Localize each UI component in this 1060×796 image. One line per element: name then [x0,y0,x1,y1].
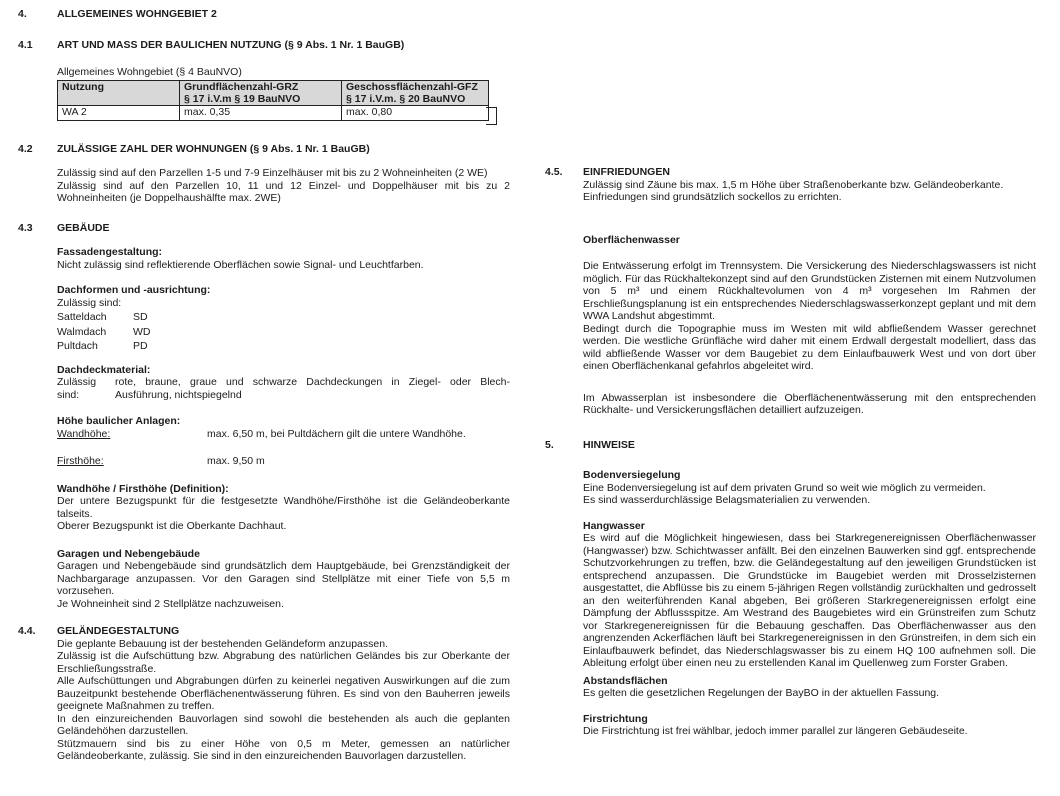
table-stub-cell [486,107,497,125]
left-column [18,8,510,763]
subheading-dachdeckmaterial: Dachdeckmaterial: [57,363,151,376]
section-4-1 [18,39,510,121]
cell-grz: max. 0,35 [180,105,342,120]
dach-code: PD [133,340,148,352]
section-4-1-number: 4.1 [18,38,33,51]
dach-item [57,326,510,339]
section-4-1-title: ART UND MASS DER BAULICHEN NUTZUNG (§ 9 Abs. 1 Nr. 1 BauGB) [57,38,405,51]
wandhoehe-row [57,428,510,441]
fassade-block [57,246,510,271]
dach-name: Pultdach [57,340,98,352]
subheading-hoehe-baulicher-anlagen: Höhe baulicher Anlagen: [57,415,181,427]
subheading-oberflaechenwasser: Oberflächenwasser [583,233,680,246]
paragraph: Eine Bodenversiegelung ist auf dem privaten Grund so weit wie möglich zu vermeiden. [583,481,986,494]
section-5-number: 5. [545,438,554,451]
section-4-4 [18,625,510,763]
paragraph: Im Abwasserplan ist insbesondere die Oberflächenentwässerung mit den entsprechenden Rückhalte- und Versickerungsflächen detailliert aufzuzeigen. [583,391,1036,416]
section-4-4-title: GELÄNDEGESTALTUNG [57,625,180,637]
section-4-4-number: 4.4. [18,625,36,637]
section-5-title: HINWEISE [583,438,635,451]
subheading-hangwasser: Hangwasser [583,519,645,532]
firsthoehe-label: Firsthöhe: [57,455,104,467]
dach-code: SD [133,311,148,323]
dachformen-block [57,284,510,353]
dach-name: Satteldach [57,311,107,323]
dach-item [57,311,510,324]
paragraph: Zulässig sind Zäune bis max. 1,5 m Höhe über Straßenoberkante bzw. Geländeoberkante. [583,178,1004,191]
dachdeck-row [57,376,510,401]
paragraph: Stützmauern sind bis zu einer Höhe von 0,5 m Meter, gemessen an natürlicher Geländeoberkante, zulässig. Sie sind in den einzureichenden Bauvorlagen darzustellen. [57,737,510,762]
table-row [58,105,489,120]
section-4-2-title: ZULÄSSIGE ZAHL DER WOHNUNGEN (§ 9 Abs. 1 Nr. 1 BauGB) [57,142,370,155]
right-column [545,166,1036,738]
paragraph: Einfriedungen sind grundsätzlich sockellos zu errichten. [583,191,842,203]
garagen-block [57,548,510,611]
section-4-3 [18,222,510,611]
table-header-row [58,80,489,105]
header-line: § 17 i.V.m § 19 BauNVO [184,92,301,105]
paragraph: Nicht zulässig sind reflektierende Oberflächen sowie Signal- und Leuchtfarben. [57,258,424,271]
table-header-gfz [342,80,489,105]
abstandsflaechen-block [583,675,1036,700]
subheading-fassadengestaltung: Fassadengestaltung: [57,246,163,258]
bodenversiegelung-block [583,469,1036,507]
subheading-bodenversiegelung: Bodenversiegelung [583,469,681,481]
firsthoehe-value: max. 9,50 m [207,455,265,467]
subheading-firstrichtung: Firstrichtung [583,712,648,725]
hangwasser-block [583,520,1036,670]
wandhoehe-label: Wandhöhe: [57,427,111,440]
hoehe-block [57,415,510,468]
paragraph: Je Wohneinheit sind 2 Stellplätze nachzuweisen. [57,597,284,610]
header-line: § 17 i.V.m. § 20 BauNVO [346,92,466,105]
subheading-abstandsflaechen: Abstandsflächen [583,674,668,687]
wandhoehe-value: max. 6,50 m, bei Pultdächern gilt die untere Wandhöhe. [207,427,466,440]
nutzung-table-wrap [57,80,510,121]
paragraph: Die geplante Bebauung ist der bestehenden Geländeform anzupassen. [57,637,388,650]
dach-code: WD [133,325,151,338]
dach-name: Walmdach [57,325,107,338]
paragraph: Es gelten die gesetzlichen Regelungen der BayBO in der aktuellen Fassung. [583,687,940,699]
section-4 [18,8,510,21]
section-4-2 [18,143,510,205]
section-5 [545,439,1036,738]
section-4-number: 4. [18,8,27,20]
section-4-3-number: 4.3 [18,221,33,234]
section-4-5-number: 4.5. [545,166,563,178]
paragraph: In den einzureichenden Bauvorlagen sind sowohl die bestehenden als auch die geplanten Geländehöhen darzustellen. [57,712,510,737]
section-4-5-title: EINFRIEDUNGEN [583,166,670,178]
table-header-nutzung [58,80,180,105]
section-4-title: ALLGEMEINES WOHNGEBIET 2 [57,8,217,20]
paragraph: Alle Aufschüttungen und Abgrabungen dürfen zu keinerlei negativen Auswirkungen auf die zum Bauzeitpunkt bestehende Oberflächenentwässerung führen. Es sind von den Bauherren jeweils geeignete Maßnahmen zu treffen. [57,675,510,712]
dachdeck-text: rote, braune, graue und schwarze Dachdeckungen in Ziegel- oder Blech-Ausführung, nichtspiegelnd [115,376,510,401]
subheading-garagen-nebengebaeude: Garagen und Nebengebäude [57,547,200,560]
header-line: Grundflächenzahl-GRZ [184,80,299,93]
paragraph: Die Firstrichtung ist frei wählbar, jedoch immer parallel zur längeren Gebäudeseite. [583,725,968,737]
paragraph: Es wird auf die Möglichkeit hingewiesen, dass bei Starkregenereignissen Oberflächenwasser (Hangwasser) bzw. Schichtwasser anfällt. Bei den einzelnen Bauwerken sind ggf. entsprechende Schutzvorkehrungen zu treffen, bzw. die Geländegestaltung auf den jeweiligen Grundstücken ist entsprechend anzupassen. Die Grundstücke im Baugebiet werden mit Drosselzisternen ausgestattet, die Abflüsse bis zu einem 5-jährigen Regen vollständig zurückhalten und gedrosselt an den weiterführenden Kanal abgeben, Bei größeren Starkregenereignissen erfolgt eine Dämpfung der Abflussspitze. Am Westrand des Baugebietes wird ein Grünstreifen zum Schutz vor Starkregenereignissen für die Bebauung geschaffen. Das Oberflächenwasser aus den angrenzenden Ackerflächen läuft bei Starkregenereignissen in den Grünstreifen, in dem sich ein Einlaufbauwerk befindet, das Niederschlagswasser bis zu einem HQ 100 aufnehmen soll. Die Ableitung erfolgt über einen neu zu erstellenden Kanal im Quellenweg zum Forster Graben. [583,532,1036,669]
paragraph: Es sind wasserdurchlässige Belagsmaterialien zu verwenden. [583,494,871,506]
definition-block [57,483,510,533]
table-header-grz [180,80,342,105]
dachdeck-block [57,364,510,402]
paragraph: Zulässig sind auf den Parzellen 1-5 und 7-9 Einzelhäuser mit bis zu 2 Wohneinheiten (2 WE) [57,167,488,179]
paragraph: Zulässig ist die Aufschüttung bzw. Abgrabung des natürlichen Geländes bis zur Oberkante der Erschließungsstraße. [57,650,510,675]
paragraph: Zulässig sind auf den Parzellen 10, 11 und 12 Einzel- und Doppelhäuser mit bis zu 2 Wohneinheiten (je Doppelhaushälfte max. 2WE) [57,179,510,204]
paragraph: Oberer Bezugspunkt ist die Oberkante Dachhaut. [57,520,287,532]
paragraph: Bedingt durch die Topographie muss im Westen mit wild abfließendem Wasser gerechnet werden. Die westliche Grünfläche wird daher mit einem Erdwall dergestalt modelliert, dass das wild abfließende Wasser vor dem Baugebiet zu dem Einlaufbauwerk West und von dort über einen Oberflächenkanal gefahrlos abgeleitet wird. [583,322,1036,372]
paragraph: Der untere Bezugspunkt für die festgesetzte Wandhöhe/Firsthöhe ist die Geländeoberkante talseits. [57,495,510,520]
dach-item [57,340,510,353]
cell-nutzung: WA 2 [58,105,180,120]
section-4-2-number: 4.2 [18,142,33,155]
nutzung-table [57,80,489,121]
table-caption: Allgemeines Wohngebiet (§ 4 BauNVO) [57,66,242,78]
firsthoehe-row [57,455,510,468]
section-4-3-title: GEBÄUDE [57,221,110,234]
cell-gfz: max. 0,80 [342,105,489,120]
dachdeck-label: Zulässig sind: [57,376,97,401]
paragraph: Die Entwässerung erfolgt im Trennsystem. Die Versickerung des Niederschlagswassers ist nicht möglich. Für das Rückhaltekonzept sind auf den Grundstücken Zisternen mit einem Nutzvolumen von 5 m³ und einem Rückhaltevolumen von 4 m³ vorgesehen Im Rahmen der Erschließungsplanung ist ein entsprechendes Niederschlagswasserkonzept geplant und mit dem WWA Landshut abgestimmt. [583,260,1036,322]
paragraph: Garagen und Nebengebäude sind grundsätzlich dem Hauptgebäude, bei Grenzständigkeit der Nachbargarage anzupassen. Vor den Garagen sind Stellplätze mit einer Tiefe von 5,5 m vorzusehen. [57,560,510,597]
subheading-wandhoehe-firsthoehe-definition: Wandhöhe / Firsthöhe (Definition): [57,482,229,495]
header-line: Geschossflächenzahl-GFZ [346,80,478,93]
section-4-5 [545,166,1036,417]
subheading-dachformen: Dachformen und -ausrichtung: [57,284,211,296]
dachformen-intro: Zulässig sind: [57,296,122,309]
header-line: Nutzung [62,80,104,93]
firstrichtung-block [583,713,1036,738]
